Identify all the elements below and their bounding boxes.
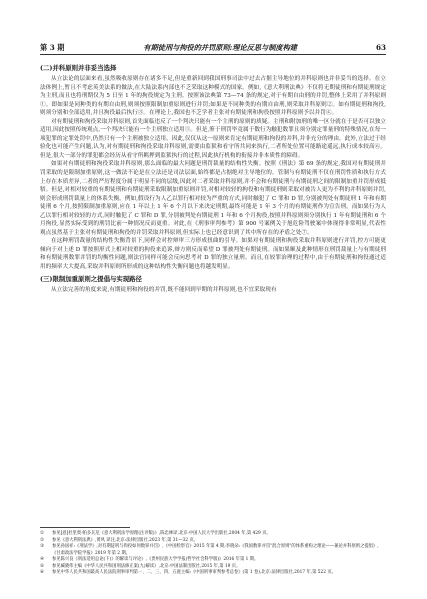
footnote-text: 参见中华人民共和国最高人民法院刑事审判第一、二、三、四、五庭主编:《中国刑事审判参考总卷》(第 1 卷),北京:法律出版社,2017 年,第 522 页。 [52,570,336,575]
footnotes [40,531,386,577]
footnote-number: ① [40,531,44,536]
footnote-number: ③ [40,544,44,549]
footnote-number: ⑥ [40,570,44,575]
body-text [40,61,386,294]
paragraph: 在这种刑罚裁量的结构性失衡背景下,同样会对控辩审三方形成扭曲的引导。如果对有期徒刑和拘役采取并科原则进行并罚,控方可能更倾向于对上述 D 罪按照形式上相对较重的拘役来追诉,辩方则反而希望 D 罪被判处有期徒刑。而如果顺及此种情形在刑罚裁量上与有期徒刑和有期徒刑数罪并罚的均衡性问题,则法官同样可能会反向思考对 D 罪的独立量刑。而且,在较罪治理的过程中,由于有期徒刑和拘役通过适用的频率大大提高,采取并科原则所形成的这种结构性失衡问题也将越发明显。 [40,238,386,271]
section-heading: (三)限制加重原则之提倡与实现路径 [40,274,142,283]
footnote-text: 参见陈兴良《刑法适用总论(下)》的解读与评论》,《贵州民族大学学报(哲学社会科学版)》2016 年第 1 期。 [52,557,259,562]
footnote-rule [40,527,130,528]
paragraph: 从立法论的层面来看,虽然吸收原则存在诸多不足,但是重新回到我国刑事司法中过去占据主导地位的并科原则也并非妥当的选择。在立法体例上,暂且不考虑英美法系的做法,在大陆法系内部也不乏采取这种模式的国家。例如,《意大利刑法典》不仅将无期徒刑和有期徒刑规定为主刑,而且也将刑期仅为 5 日至 1 年的拘役规定为主刑。按照该法典第 73—74 条的规定,对于有期自由刑的并罚,整体上采用了并科原则①。即如果是同种类的有期自由刑,则须按照限制加重原则进行并罚;如果是不同种类的有期自由刑,则采取并科原则②。如有期徒刑和拘役,则须分别和全部适用,并且拘役最后执行③。在理论上,我国也不乏学者主张对有期徒刑和拘役按照并科原则予以并罚④。 [40,76,386,117]
footnote-text: 参见臧晓伟主编《中华人民共和国刑法修正案(九)解读》,北京:中国法制出版社,2015 年,第 19 页。 [52,563,241,569]
paragraph: 从立法完善的角度来说,有期徒刑和拘役的并罚,既不能回到早期的并科原则,也不宜采取现有 [51,286,277,293]
footnote-text: 参见孙国祥:《刑法学》,对有期徒刑与拘役如何数罪并罚》,《中国检察官》2015 年第 4 期;李晓朵:《我国数罪并罚"混合原则"的体系重构之理论——兼论并科原则之提倡》,《甘肃政法学院学报》2019 年第 2 期。 [52,544,379,556]
issue-label: 第 3 期 [40,43,65,52]
section-heading: (二)并科原则并非妥当选择 [40,64,117,72]
running-title: 有期徒刑与拘役的并罚原则:理论反思与制度构建 [143,43,297,52]
footnote-number: ④ [40,557,44,562]
footnote-text: 参见《意大利刑法典》,黄风 译注,北京:法律出版社,2023 年,第 31—32 页。 [52,537,198,543]
footnote-text: 参见[意]杜里奥·帕多瓦尼《意大利刑法学原理(注评版)》,陈忠林译,北京:中国人民大学出版社,2004 年,第 429 页。 [52,531,271,536]
footnote-number: ② [40,537,44,543]
running-header [40,39,386,55]
footnote [40,570,386,577]
footnote-number: ⑤ [40,563,44,569]
paragraph: 对有期徒刑和拘役采取并科原则,首先面临违反了一个判决只能有一个主刑的原则的质疑。主刑和附加刑的唯一区分就在于是否可以独立适用,因此按照传统观点,一个判决只能有一个主刑独立适用⑤。但是,鉴于刑罚毕竟属于数行为触犯数罪且须分别定罪量刑的特殊情况,在每一项犯罪的定罪处罚中,仍然只有一个主刑被独立适用。因此,仅仅从这一原则来肯定有期徒刑和拘役的并科,并非充分的理由。此外,立法过于经验化也可能产生问题,认为,对有期徒刑和拘役采取并科原则,需要由监狱和看守所共同来执行,二者所处位置可能路途遥远,执行成本较高⑥。但是,很大一部分的罪犯都会经历从看守所羁押到监狱执行的过程,因此执行机构的衔接并非本质性的障碍。 [40,118,386,159]
paragraph: 如果对有期徒刑和拘役采取并科原则,那么面临的最大问题是刑罚裁量的结构性失衡。按照《刑法》第 69 条的规定,我国对有期徒刑并罚采取的是限制加重原则,这一做法不论是在立法还是司法层面,始终都是占据绝对主导地位的。管制与有期徒刑不仅在刑罚性质和执行方式上存在本质差异,二者的严厉程度分属于明显不同的层级,因此对二者采取并科原则,并不会和有期徒刑与有期徒刑之间的限制加重并罚形成抵牾。但是,对相对较重的有期徒刑和有期徒刑采取限制加重原则并罚,对相对较轻的拘役和有期徒刑则采取对被告人更为不利的并科原则并罚,则会形成刑罚裁量上的体系失衡。例如,假设行为人乙以罪行相对较为严重的方式,同时触犯了 C 罪和 D 罪,分别被判处有期徒刑 1 年和有期徒刑 6 个月,按照限制加重原则,应在 1 年以上 1 年 6 个月以下来决定刑期,最终可能是 1 年 3 个月的有期徒刑作为宣告刑。而如果行为人乙以罪行相对较轻的方式,同时触犯了 C 罪和 D 罪,分别被判处有期徒刑 1 年和 6 个月拘役,按照并科原则须分别执行 1 年有期徒刑和 6 个月拘役,显然实际受到的刑罚比前一种情况反而更重。对此,在《刑事审判参考》第 900 号案例关于旭危险驾驶案中体现得非常明显,代表性观点虽然基于主张对有期徒刑和拘役的并罚采取并科原则,但实际上也已经意识到了其中所存在的矛盾之处⑦。 [40,161,386,236]
footnote [40,544,386,557]
page-number: 63 [375,43,386,52]
